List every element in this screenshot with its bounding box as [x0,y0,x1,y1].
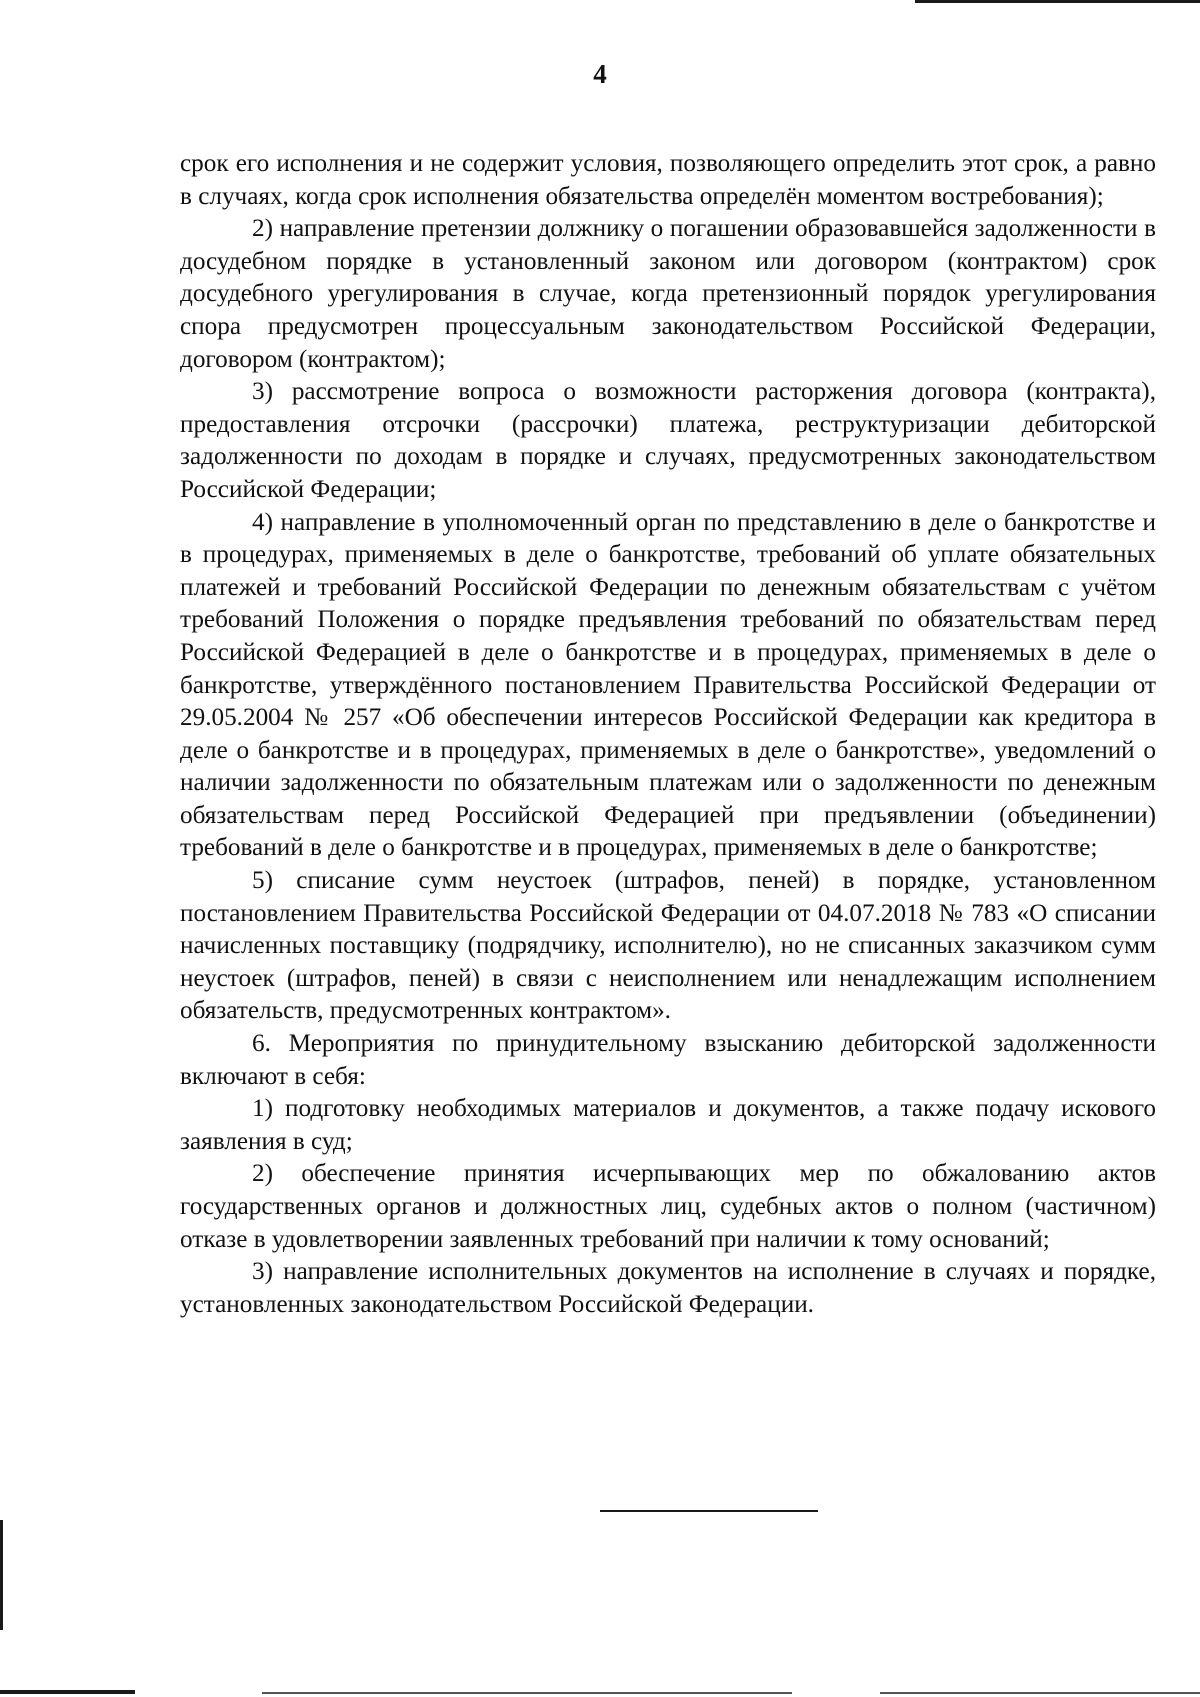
document-body [180,148,1156,1321]
paragraph-continuation: срок его исполнения и не содержит условия, позволяющего определить этот срок, а равно в случаях, когда срок исполнения обязательства определён моментом востребования); [180,150,1156,210]
scan-edge-top [915,0,1200,3]
paragraph-subitem-3: 3) направление исполнительных документов на исполнение в случаях и порядке, установленных законодательством Российской Федерации. [180,1258,1156,1318]
paragraph-section-6: 6. Мероприятия по принудительному взысканию дебиторской задолженности включают в себя: [180,1030,1156,1090]
paragraph-item-2: 2) направление претензии должнику о погашении образовавшейся задолженности в досудебном порядке в установленный законом или договором (контрактом) срок досудебного урегулирования в случае, когда претензионный порядок урегулирования спора предусмотрен процессуальным законодательством Российской Федерации, договором (контрактом); [180,215,1156,373]
paragraph-item-4: 4) направление в уполномоченный орган по представлению в деле о банкротстве и в процедурах, применяемых в деле о банкротстве, требований об уплате обязательных платежей и требований Российской Федерации по денежным обязательствам с учётом требований Положения о порядке предъявления требований по обязательствам перед Российской Федерацией в деле о банкротстве и в процедурах, применяемых в деле о банкротстве, утверждённого постановлением Правительства Российской Федерации от 29.05.2004 № 257 «Об обеспечении интересов Российской Федерации как кредитора в деле о банкротстве и в процедурах, применяемых в деле о банкротстве», уведомлений о наличии задолженности по обязательным платежам или о задолженности по денежным обязательствам перед Российской Федерацией при предъявлении (объединении) требований в деле о банкротстве и в процедурах, применяемых в деле о банкротстве; [180,508,1156,862]
paragraph-subitem-1: 1) подготовку необходимых материалов и документов, а также подачу искового заявления в суд; [180,1095,1156,1155]
scan-edge-bottom-middle [262,1692,792,1694]
end-of-text-rule [600,1510,818,1512]
scan-edge-bottom-right [880,1692,1200,1694]
paragraph-subitem-2: 2) обеспечение принятия исчерпывающих мер по обжалованию актов государственных органов и должностных лиц, судебных актов о полном (частичном) отказе в удовлетворении заявленных требований при наличии к тому оснований; [180,1160,1156,1253]
scan-edge-left [0,1520,3,1630]
paragraph-item-5: 5) списание сумм неустоек (штрафов, пеней) в порядке, установленном постановлением Правительства Российской Федерации от 04.07.2018 № 783 «О списании начисленных поставщику (подрядчику, исполнителю), но не списанных заказчиком сумм неустоек (штрафов, пеней) в связи с неисполнением или ненадлежащим исполнением обязательств, предусмотренных контрактом». [180,867,1156,1025]
paragraph-item-3: 3) рассмотрение вопроса о возможности расторжения договора (контракта), предоставления отсрочки (рассрочки) платежа, реструктуризации дебиторской задолженности по доходам в порядке и случаях, предусмотренных законодательством Российской Федерации; [180,378,1156,503]
scan-edge-bottom-left [0,1690,135,1694]
page-number: 4 [593,59,607,89]
